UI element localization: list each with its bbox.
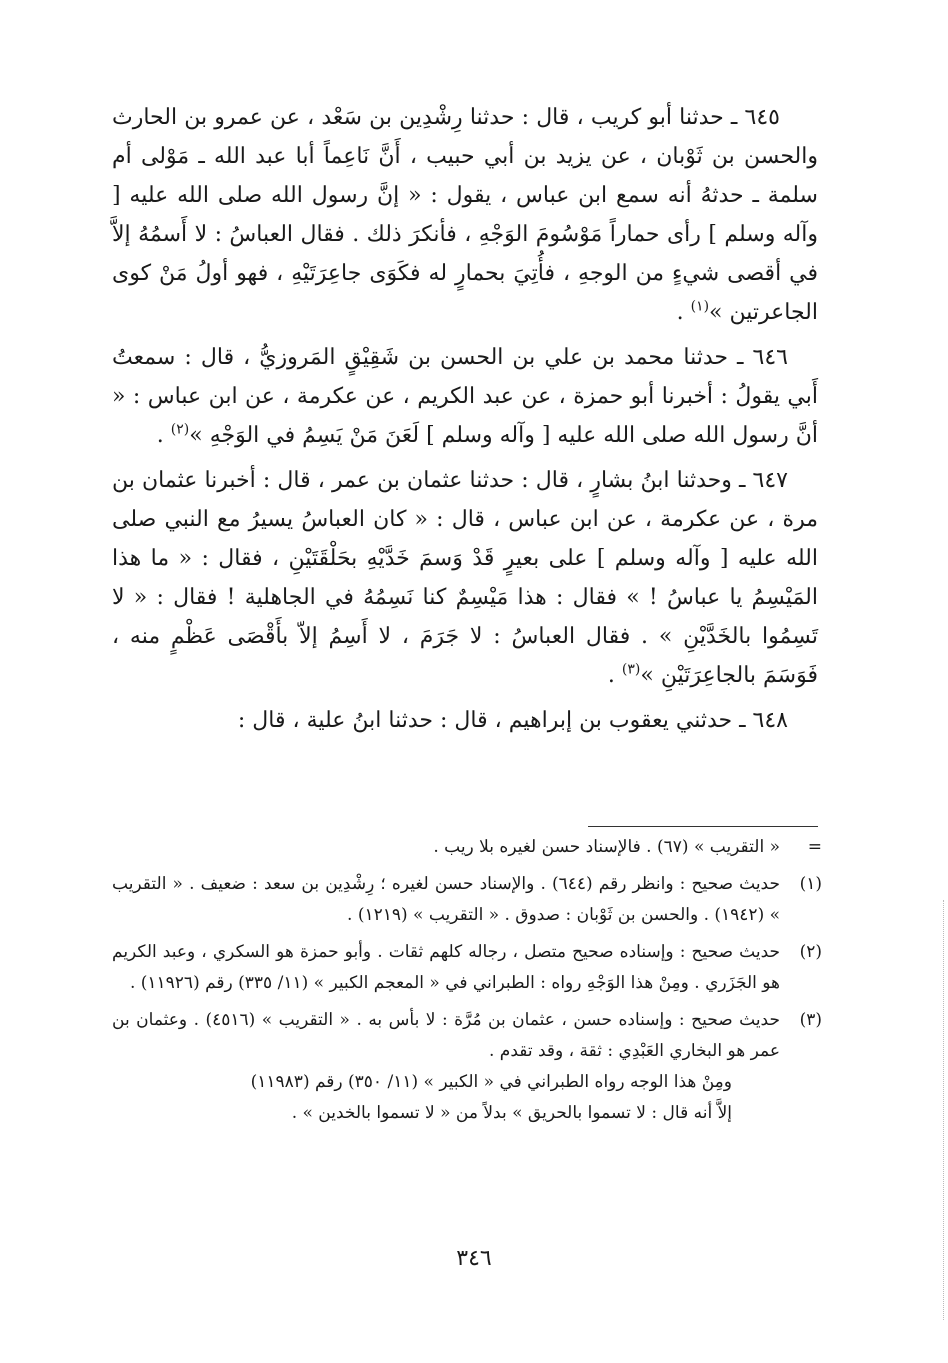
hadith-646 <box>112 338 818 455</box>
footnote-2-text: حديث صحيح : وإسناده صحيح متصل ، رجاله كلهم ثقات . وأبو حمزة هو السكري ، وعبد الكريم هو الجَزَري . ومِنْ هذا الوَجْهِ رواه : الطبراني في « المعجم الكبير » (١١/ ٣٣٥) رقم (١١٩٢٦) . <box>112 942 780 993</box>
hadith-645-text: ٦٤٥ ـ حدثنا أبو كريب ، قال : حدثنا رِشْدِين بن سَعْد ، عن عمرو بن الحارث والحسن بن ثَوْبان ، عن يزيد بن أبي حبيب ، أَنَّ نَاعِماً أبا عبد الله ـ مَوْلى أم سلمة ـ حدثهُ أنه سمع ابن عباس ، يقول : « إنَّ رسول الله صلى الله عليه [ وآله وسلم ] رأى حماراً مَوْسُومَ الوَجْهِ ، فأنكرَ ذلك . فقال العباسُ : لا أَسمُهُ إلاَّ في أقصى شيءٍ من الوجهِ ، فأُتِيَ بحمارٍ له فكَوَى جاعِرَتَيْهِ ، فهو أولُ مَنْ كوى الجاعرتين » <box>112 105 818 325</box>
paragraph-end: . <box>607 663 622 688</box>
footnote-ref-3: (٣) <box>621 661 641 678</box>
footnote-3-text: حديث صحيح : وإسناده حسن ، عثمان بن مُرَّة : لا بأس به . « التقريب » (٤٥١٦) . وعثمان بن عمر هو البخاري العَبْدِي : ثقة ، وقد تقدم . <box>112 1010 780 1061</box>
footnote-3-mark: (٣) <box>799 1010 822 1030</box>
hadith-647-text: ٦٤٧ ـ وحدثنا ابنُ بشارٍ ، قال : حدثنا عثمان بن عمر ، قال : أخبرنا عثمان بن مرة ، عن عكرمة ، عن ابن عباس ، قال : « كان العباسُ يسيرُ مع النبي صلى الله عليه [ وآله وسلم ] على بعيرٍ قَدْ وَسمَ خَدَّيْهِ بحَلْقَتَيْنِ ، فقال : « ما هذا المَيْسِمُ يا عباسُ ! » فقال : هذا مَيْسِمٌ كنا نَسِمُهُ في الجاهلية ! فقال : « لا تَسِمُوا بالخَدَّيْنِ » . فقال العباسُ : لا جَرَمَ ، لا أَسِمُ إلاّ بأَقْصَى عَظْمٍ منه ، فَوَسَمَ بالجاعِرَتَيْنِ » <box>112 468 819 688</box>
hadith-648-text: ٦٤٨ ـ حدثني يعقوب بن إبراهيم ، قال : حدثنا ابنُ علية ، قال : <box>237 708 788 733</box>
footnote-3 <box>112 1005 822 1129</box>
page-number: ٣٤٦ <box>456 1246 492 1271</box>
continuation-mark: = <box>807 837 822 857</box>
footnote-2 <box>112 937 822 999</box>
hadith-645 <box>112 98 818 332</box>
footnote-continuation <box>112 832 822 863</box>
footnote-ref-2: (٢) <box>170 421 190 438</box>
hadith-648 <box>112 701 818 740</box>
main-text <box>112 98 818 746</box>
hadith-647 <box>112 461 818 695</box>
footnote-1 <box>112 869 822 931</box>
footnote-1-text: حديث صحيح : وانظر رقم (٦٤٤) . والإسناد حسن لغيره ؛ رِشْدِين بن سعد : ضعيف . « التقريب » (١٩٤٢) . والحسن بن ثَوْبان : صدوق . « التقريب » (١٢١٩) . <box>112 874 780 925</box>
footnote-2-mark: (٢) <box>799 942 822 962</box>
hadith-646-text: ٦٤٦ ـ حدثنا محمد بن علي بن الحسن بن شَقِيْقٍ المَروزيُّ ، قال : سمعتُ أَبي يقولُ : أخبرنا أبو حمزة ، عن عبد الكريم ، عن عكرمة ، عن ابن عباس : « أنَّ رسول الله صلى الله عليه [ وآله وسلم ] لَعَنَ مَنْ يَسِمُ في الوَجْهِ » <box>112 345 819 448</box>
paragraph-end: . <box>156 423 171 448</box>
margin-scan-marks <box>941 900 944 1320</box>
footnote-ref-1: (١) <box>690 298 710 315</box>
footnote-3-sub-line-1: ومِنْ هذا الوجه رواه الطبراني في « الكبير » (١١/ ٣٥٠) رقم (١١٩٨٣) <box>250 1072 732 1092</box>
paragraph-end: . <box>676 300 691 325</box>
continuation-text: « التقريب » (٦٧) . فالإسناد حسن لغيره بلا ريب . <box>433 837 780 857</box>
footnote-3-sub-line-2: إلاَّ أنه قال : لا تسموا بالحريق » بدلاً من « لا تسموا بالخدين » . <box>291 1103 732 1123</box>
footnote-divider <box>588 826 818 827</box>
footnote-1-mark: (١) <box>799 874 822 894</box>
footnotes <box>112 832 822 1135</box>
